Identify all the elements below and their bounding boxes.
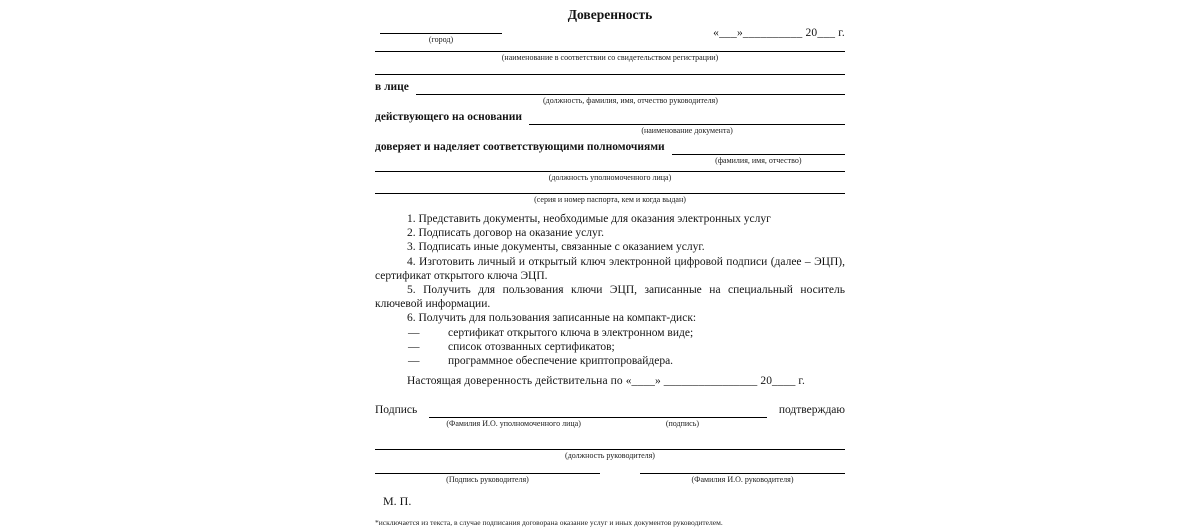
org-name-field-second bbox=[375, 66, 845, 75]
signature-caption: (подпись) bbox=[665, 419, 700, 429]
power-item-3: 3. Подписать иные документы, связанные с оказанием услуг. bbox=[407, 241, 705, 254]
city-date-row bbox=[375, 24, 845, 44]
signatory-name-caption: (Фамилия И.О. уполномоченного лица) bbox=[446, 419, 581, 429]
in-person-row bbox=[375, 80, 845, 105]
signature-captions bbox=[429, 418, 767, 428]
authorized-position-field bbox=[375, 167, 845, 182]
disc-item-2 bbox=[408, 340, 845, 354]
power-of-attorney-document bbox=[375, 0, 845, 527]
entrust-blank-line bbox=[672, 140, 845, 155]
org-name-caption: (наименование в соответствии со свидетельством регистрации) bbox=[501, 53, 719, 62]
in-person-label: в лице bbox=[375, 81, 409, 93]
city-blank-line bbox=[380, 24, 502, 34]
org-name-field bbox=[375, 44, 845, 62]
in-person-blank-line bbox=[416, 80, 845, 95]
dash-marker: — bbox=[408, 340, 420, 353]
power-item-1: 1. Представить документы, необходимые для оказания электронных услуг bbox=[407, 213, 771, 225]
head-signature-caption: (Подпись руководителя) bbox=[446, 475, 529, 485]
authorized-position-caption: (должность уполномоченного лица) bbox=[548, 173, 672, 182]
entrust-row bbox=[375, 140, 845, 165]
disc-item-1 bbox=[408, 326, 845, 340]
signature-row bbox=[375, 403, 845, 428]
org-name-blank-line bbox=[375, 44, 845, 52]
head-name-blank-line bbox=[640, 466, 845, 474]
passport-field bbox=[375, 188, 845, 204]
head-name-field bbox=[640, 466, 845, 484]
acting-basis-caption: (наименование документа) bbox=[641, 126, 733, 135]
dash-marker: — bbox=[408, 355, 420, 368]
acting-basis-label: действующего на основании bbox=[375, 111, 523, 123]
validity-statement: Настоящая доверенность действительна по «____» ________________ 20____ г. bbox=[407, 375, 805, 388]
acting-basis-blank-line bbox=[529, 110, 845, 125]
dash-marker: — bbox=[408, 326, 420, 339]
head-signature-blank-line bbox=[375, 466, 600, 474]
in-person-caption: (должность, фамилия, имя, отчество руководителя) bbox=[542, 96, 718, 105]
head-name-caption: (Фамилия И.О. руководителя) bbox=[691, 475, 794, 485]
passport-caption: (серия и номер паспорта, кем и когда выдан) bbox=[534, 195, 686, 204]
stamp-place-label: М. П. bbox=[383, 494, 412, 509]
power-item-6: 6. Получить для пользования записанные на компакт-диск: bbox=[407, 312, 697, 325]
disc-item-3-text: программное обеспечение криптопровайдера. bbox=[448, 355, 674, 368]
city-caption: (город) bbox=[428, 35, 454, 44]
disc-item-1-text: сертификат открытого ключа в электронном виде; bbox=[448, 326, 694, 339]
power-item-2: 2. Подписать договор на оказание услуг. bbox=[407, 227, 605, 240]
entrust-label: доверяет и наделяет соответствующими полномочиями bbox=[375, 141, 665, 153]
document-title: Доверенность bbox=[567, 7, 653, 22]
power-item-4: 4. Изготовить личный и открытый ключ электронной цифровой подписи (далее – ЭЦП), сертификат открытого ключа ЭЦП. bbox=[375, 255, 845, 282]
head-position-field bbox=[375, 444, 845, 460]
signature-blank-line bbox=[429, 403, 767, 418]
disc-item-3 bbox=[408, 354, 845, 368]
disc-item-2-text: список отозванных сертификатов; bbox=[448, 340, 615, 353]
acting-basis-row bbox=[375, 110, 845, 135]
city-field bbox=[380, 24, 502, 44]
powers-list bbox=[375, 212, 845, 368]
head-signature-field bbox=[375, 466, 600, 484]
entrust-caption: (фамилия, имя, отчество) bbox=[715, 156, 802, 165]
head-signature-row bbox=[375, 466, 845, 484]
power-item-5: 5. Получить для пользования ключи ЭЦП, записанные на специальный носитель ключевой информации. bbox=[375, 284, 845, 311]
head-position-caption: (должность руководителя) bbox=[565, 451, 655, 461]
date-field: «___»__________ 20___ г. bbox=[713, 27, 845, 39]
signature-label: Подпись bbox=[375, 404, 418, 417]
footnote: *исключается из текста, в случае подписания договорана оказание услуг и иных документов руководителем. bbox=[375, 518, 723, 528]
signature-confirm-label: подтверждаю bbox=[778, 404, 845, 417]
org-name-blank-line-2 bbox=[375, 66, 845, 75]
